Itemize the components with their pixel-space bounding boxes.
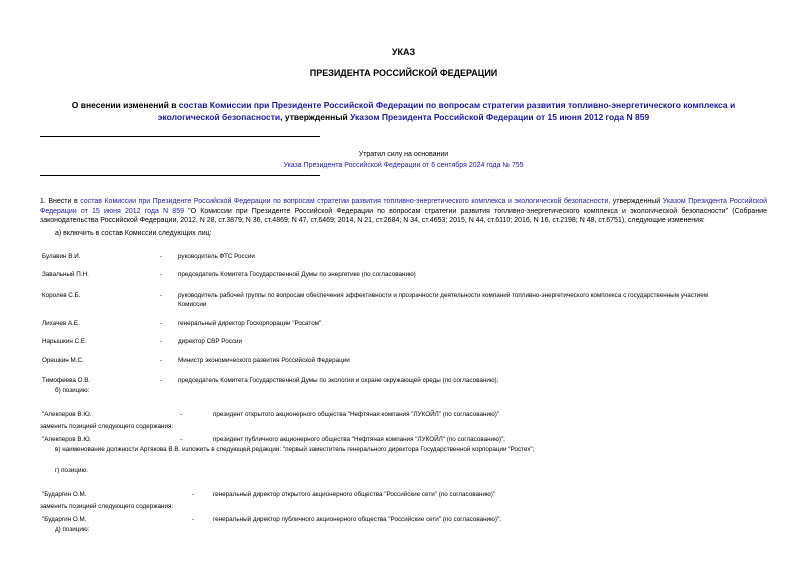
new-position-name: "Алекперов В.Ю. [42,436,92,443]
paragraph-text: 1. Внести в [40,198,81,205]
document-title: УКАЗ [391,47,416,57]
new-position-desc: президент публичного акционерного общества "Нефтяная компания "ЛУКОЙЛ" (по согласованию)"; [213,436,505,443]
paragraph-text: , утвержденный [608,198,663,205]
subtitle-link-commission[interactable]: состав Комиссии при Президенте Российской Федерации по вопросам стратегии развития топливно-энергетического комплекса и экологической безопасности [157,100,736,122]
paragraph-link-commission[interactable]: состав Комиссии при Президенте Российской Федерации по вопросам стратегии развития топливно-энергетического комплекса и экологической безопасности [80,198,609,205]
member-dash: - [160,253,163,260]
new-position-name: "Бударгин О.М. [42,516,87,523]
member-desc: председатель Комитета Государственной Думы по энергетике (по согласованию) [178,271,416,278]
member-desc: Комиссии [178,301,207,308]
member-name: Нарышкин С.Е. [42,338,87,345]
paragraph-link-decree[interactable]: Указом Президента Российской Федерации от 15 июня 2012 года N 859 [40,198,767,215]
member-desc: руководитель ФТС России [178,253,255,260]
subtitle-text: О внесении изменений в [71,100,179,110]
position-dash: - [192,491,195,498]
member-dash: - [160,292,163,299]
repeal-notice-text: Утратил силу на основании [358,151,449,158]
item-d: д) позицию: [55,526,90,533]
member-name: Завальный П.Н. [42,271,89,278]
member-name: Тимофеева О.В. [42,377,91,384]
old-position-name: "Алекперов В.Ю. [42,411,92,418]
member-desc: Министр экономического развития Российской Федерации [178,357,350,364]
position-dash: - [180,411,183,418]
member-name: Булавин В.И. [42,253,81,260]
document-subtitle [40,99,767,123]
position-dash: - [192,516,195,523]
new-position-desc: генеральный директор публичного акционерного общества "Российские сети" (по согласованию)"; [213,516,501,523]
paragraph-1 [40,197,767,226]
item-g: г) позицию: [55,467,88,474]
subtitle-text-2: , утвержденный [280,112,351,122]
old-position-desc: президент открытого акционерного общества "Нефтяная компания "ЛУКОЙЛ" (по согласованию)" [213,411,500,418]
item-a: а) включить в состав Комиссии следующих лиц: [55,230,212,237]
member-desc: руководитель рабочей группы по вопросам обеспечения эффективности и прозрачности деятельности компаний топливно-энергетического комплекса с государственным участием [178,292,709,299]
member-desc: генеральный директор Госкорпорации "Росатом" [178,320,322,327]
repeal-notice [280,150,527,170]
member-dash: - [160,320,163,327]
old-position-name: "Бударгин О.М. [42,491,87,498]
position-dash: - [180,436,183,443]
document-issuer: ПРЕЗИДЕНТА РОССИЙСКОЙ ФЕДЕРАЦИИ [309,68,498,78]
member-name: Королев С.Б. [42,292,81,299]
member-dash: - [160,338,163,345]
member-dash: - [160,377,163,384]
paragraph-text: "О Комиссии при Президенте Российской Федерации по вопросам стратегии развития топливно-энергетического комплекса и экологической безопасности" (Собрание законодательства Российской Федерации, 2012, N 28, ст.3879; N 36, ст.4869; N 47, ст.6469; 2014, N 21, ст.2684; N 34, ст.4653; 2015, N 44, ст.6110; 2016, N 16, ст.2198; N 48, ст.6751), следующие изменения: [40,207,767,224]
replace-instruction: заменить позицией следующего содержания: [40,423,174,430]
item-b: б) позицию: [55,387,90,394]
old-position-desc: генеральный директор открытого акционерного общества "Российские сети" (по согласованию)" [213,491,496,498]
subtitle-link-decree[interactable]: Указом Президента Российской Федерации от 15 июня 2012 года N 859 [350,112,650,122]
member-dash: - [160,357,163,364]
divider [40,175,320,176]
member-desc: директор СВР России [178,338,243,345]
member-desc: председатель Комитета Государственной Думы по экологии и охране окружающей среды (по согласованию); [178,377,499,384]
repeal-notice-link[interactable]: Указа Президента Российской Федерации от 6 сентября 2024 года № 755 [283,161,524,169]
member-name: Орешкин М.С. [42,357,84,364]
member-name: Лихачев А.Е. [42,320,80,327]
divider [40,136,320,137]
member-dash: - [160,271,163,278]
replace-instruction: заменить позицией следующего содержания: [40,503,174,510]
item-v: в) наименование должности Артякова В.В. изложить в следующей редакции: "первый заместитель генерального директора Государственной корпорации "Ростех"; [55,446,535,453]
